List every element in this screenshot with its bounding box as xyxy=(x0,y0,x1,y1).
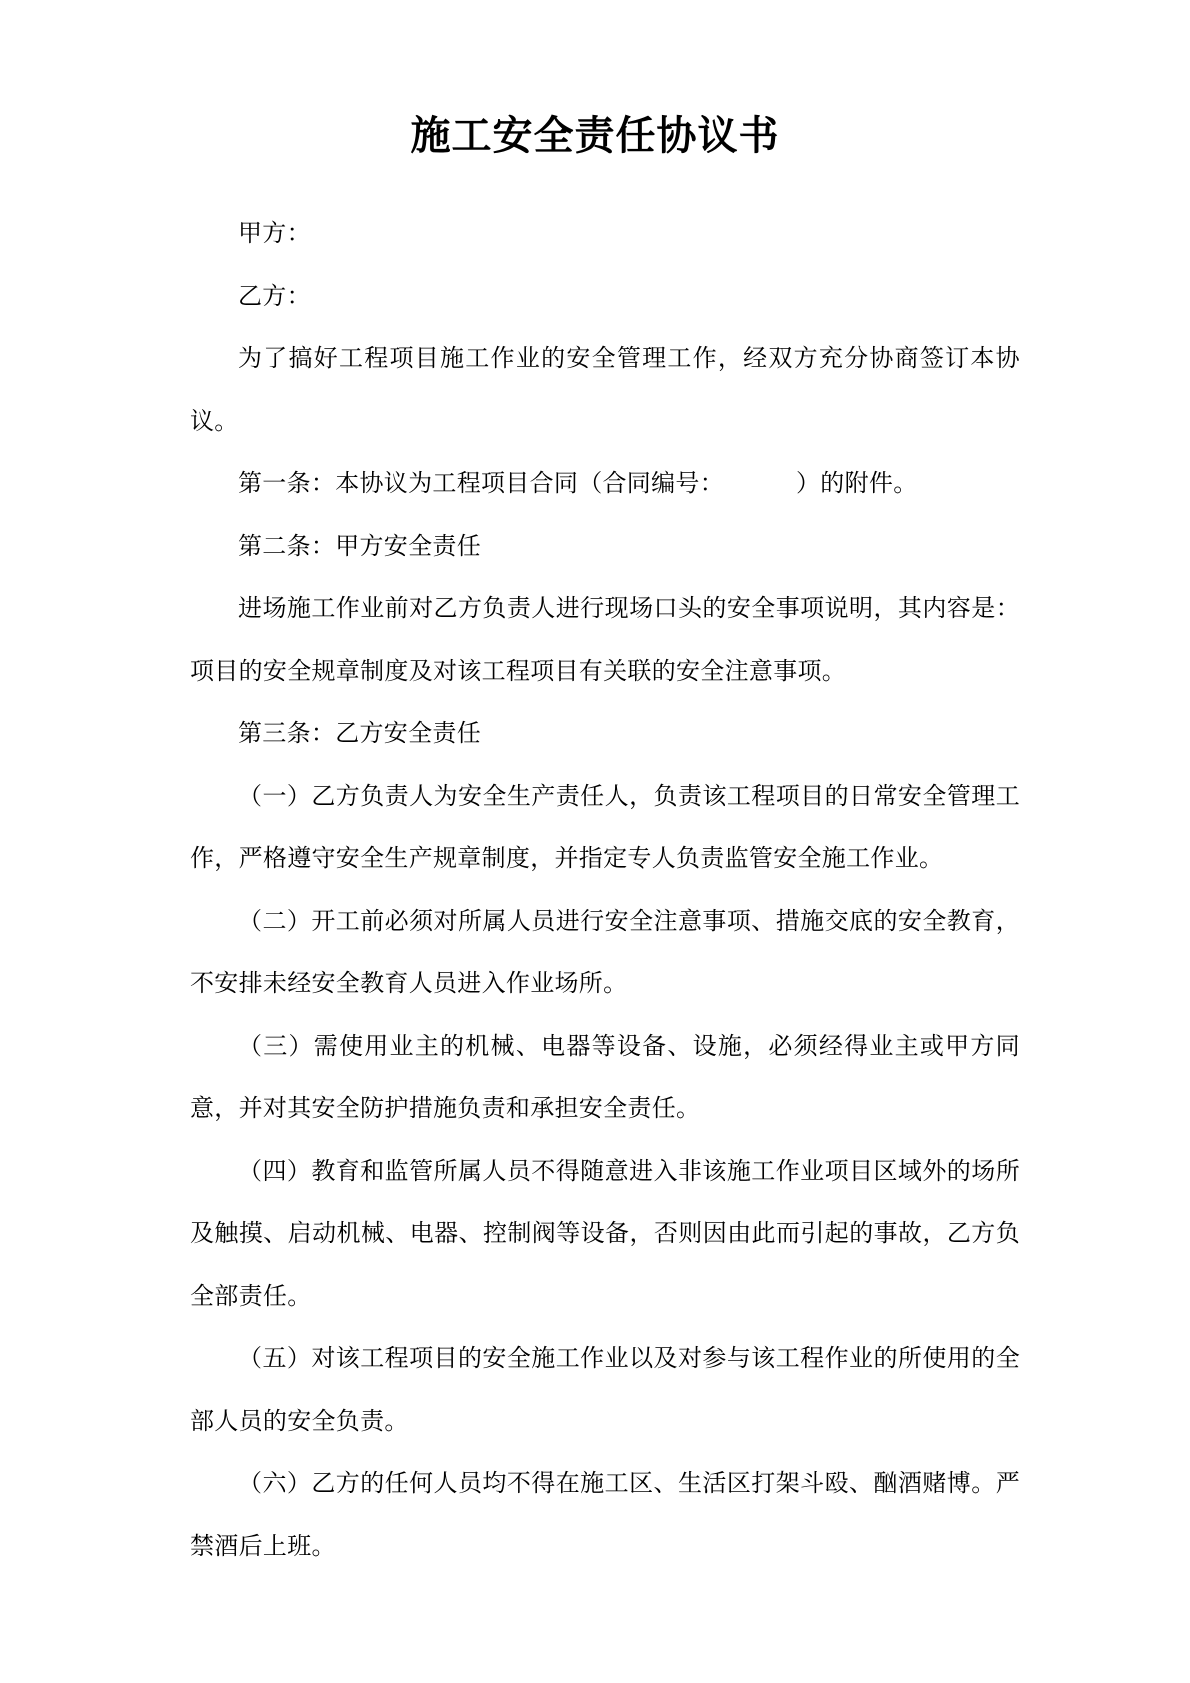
article-3-item-1: （一）乙方负责人为安全生产责任人，负责该工程项目的日常安全管理工作，严格遵守安全生产规章制度，并指定专人负责监管安全施工作业。 xyxy=(190,781,1020,872)
article-2-heading: 第二条：甲方安全责任 xyxy=(238,531,481,560)
article-1 xyxy=(190,452,1020,515)
article-1-suffix: ）的附件。 xyxy=(796,469,918,497)
article-3-item-2: （二）开工前必须对所属人员进行安全注意事项、措施交底的安全教育，不安排未经安全教育人员进入作业场所。 xyxy=(190,906,1020,997)
document-body xyxy=(190,202,1020,1577)
party-b-line: 乙方： xyxy=(238,281,311,310)
article-3-item-6: （六）乙方的任何人员均不得在施工区、生活区打架斗殴、酗酒赌博。严禁酒后上班。 xyxy=(190,1469,1020,1560)
article-3-heading: 第三条：乙方安全责任 xyxy=(238,719,481,747)
document-title: 施工安全责任协议书 xyxy=(410,113,780,159)
article-3-item-4: （四）教育和监管所属人员不得随意进入非该施工作业项目区域外的场所及触摸、启动机械、电器、控制阀等设备，否则因由此而引起的事故，乙方负全部责任。 xyxy=(190,1156,1020,1310)
article-3-item-5: （五）对该工程项目的安全施工作业以及对参与该工程作业的所使用的全部人员的安全负责。 xyxy=(190,1344,1020,1435)
article-3-item-3: （三）需使用业主的机械、电器等设备、设施，必须经得业主或甲方同意，并对其安全防护措施负责和承担安全责任。 xyxy=(190,1031,1020,1122)
party-a-line: 甲方： xyxy=(238,219,311,247)
article-1-prefix: 第一条：本协议为工程项目合同（合同编号： xyxy=(238,469,724,497)
article-2-body: 进场施工作业前对乙方负责人进行现场口头的安全事项说明，其内容是：项目的安全规章制度及对该工程项目有关联的安全注意事项。 xyxy=(190,594,1020,685)
intro-paragraph: 为了搞好工程项目施工作业的安全管理工作，经双方充分协商签订本协议。 xyxy=(190,344,1020,435)
